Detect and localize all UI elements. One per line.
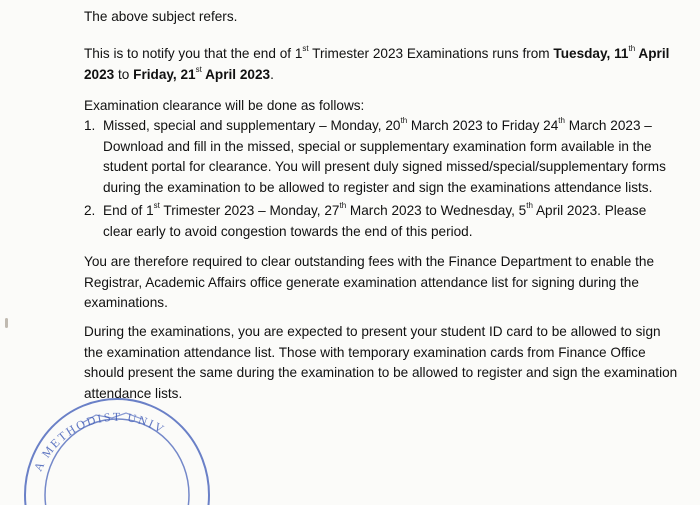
fees-line-3: examinations.: [84, 295, 168, 310]
item-2-text-a: End of 1: [103, 203, 154, 218]
university-seal-stamp: [22, 385, 212, 505]
item-1-text-a: Missed, special and supplementary –: [103, 118, 331, 133]
item-2-number: 2.: [84, 203, 96, 218]
item-1-line-3: student portal for clearance. You will present duly signed missed/special/supplementary forms: [103, 159, 666, 174]
notify-period: .: [270, 66, 274, 82]
item-2-end-day: March 2023 to Wednesday, 5: [346, 203, 527, 218]
exam-start-month: April: [635, 46, 670, 61]
fees-paragraph: [84, 252, 684, 314]
notify-text-b: Trimester 2023 Examinations runs from: [308, 46, 554, 61]
item-1-number: 1.: [84, 118, 96, 133]
clearance-intro-text: Examination clearance will be done as follows:: [84, 98, 365, 113]
item-2-text-b: Trimester 2023 –: [159, 203, 270, 218]
notify-line-1: [84, 44, 684, 65]
exam-end-month-year: April 2023: [201, 66, 271, 82]
item-1-body: [103, 116, 683, 198]
item-1-dash: –: [640, 118, 652, 133]
clearance-intro-paragraph: [84, 96, 684, 117]
item-2-line-2: clear early to avoid congestion towards the end of this period.: [103, 223, 473, 239]
notify-sup-g: st: [195, 64, 202, 74]
item-1-end-day: March 2023 to Friday 24: [407, 118, 559, 133]
notify-line-2: [84, 65, 684, 86]
notify-sup-a: st: [302, 44, 309, 54]
exam-start-day: Tuesday, 11: [553, 46, 629, 61]
item-2-sup-c: th: [339, 201, 347, 211]
item-1-sup-c: th: [558, 116, 565, 126]
fees-line-2: Registrar, Academic Affairs office generate examination attendance list for signing during the: [84, 274, 639, 290]
during-line-3: should present the same during the examination to be allowed to register and sign the examination: [84, 365, 678, 380]
item-1-line-4: during the examination to be allowed to register and sign the examinations attendance lists.: [103, 179, 653, 195]
notify-sup-c: th: [628, 44, 636, 54]
item-2-sup-a: st: [153, 201, 160, 211]
notify-text-f: to: [114, 66, 134, 82]
item-2-line-1: [103, 201, 683, 222]
notify-paragraph: [84, 44, 684, 85]
exam-start-year: 2023: [84, 66, 115, 82]
during-line-2: the examination attendance list. Those with temporary examination cards from Finance Office: [84, 344, 646, 360]
seal-inner-ring: [45, 419, 189, 505]
intro-paragraph: [84, 7, 684, 28]
item-1-line-2: Download and fill in the missed, special or supplementary examination form available in the: [103, 138, 652, 154]
during-line-4: attendance lists.: [84, 385, 183, 401]
item-1-line-1: [103, 116, 683, 137]
seal-text: A METHODIST UNIV: [30, 409, 168, 474]
item-1-sup-b: th: [400, 116, 408, 126]
item-2-body: [103, 201, 683, 242]
item-2-sup-d: th: [526, 201, 533, 211]
item-2-text-f: . Please: [597, 203, 647, 218]
item-2-end-month-year: April 2023: [532, 203, 598, 218]
intro-text: The above subject refers.: [84, 9, 238, 24]
item-1-end-month: March 2023: [564, 118, 641, 133]
exam-end-day: Friday, 21: [133, 66, 196, 82]
item-2-start-day: Monday, 27: [269, 203, 340, 218]
during-line-1: During the examinations, you are expected to present your student ID card to be allowed to sign: [84, 324, 661, 339]
item-1-start-day: Monday, 20: [330, 118, 401, 133]
notify-text-a: This is to notify you that the end of 1: [84, 46, 303, 61]
fees-line-1: You are therefore required to clear outstanding fees with the Finance Department to enable the: [84, 254, 655, 269]
scan-speck: [5, 318, 8, 328]
